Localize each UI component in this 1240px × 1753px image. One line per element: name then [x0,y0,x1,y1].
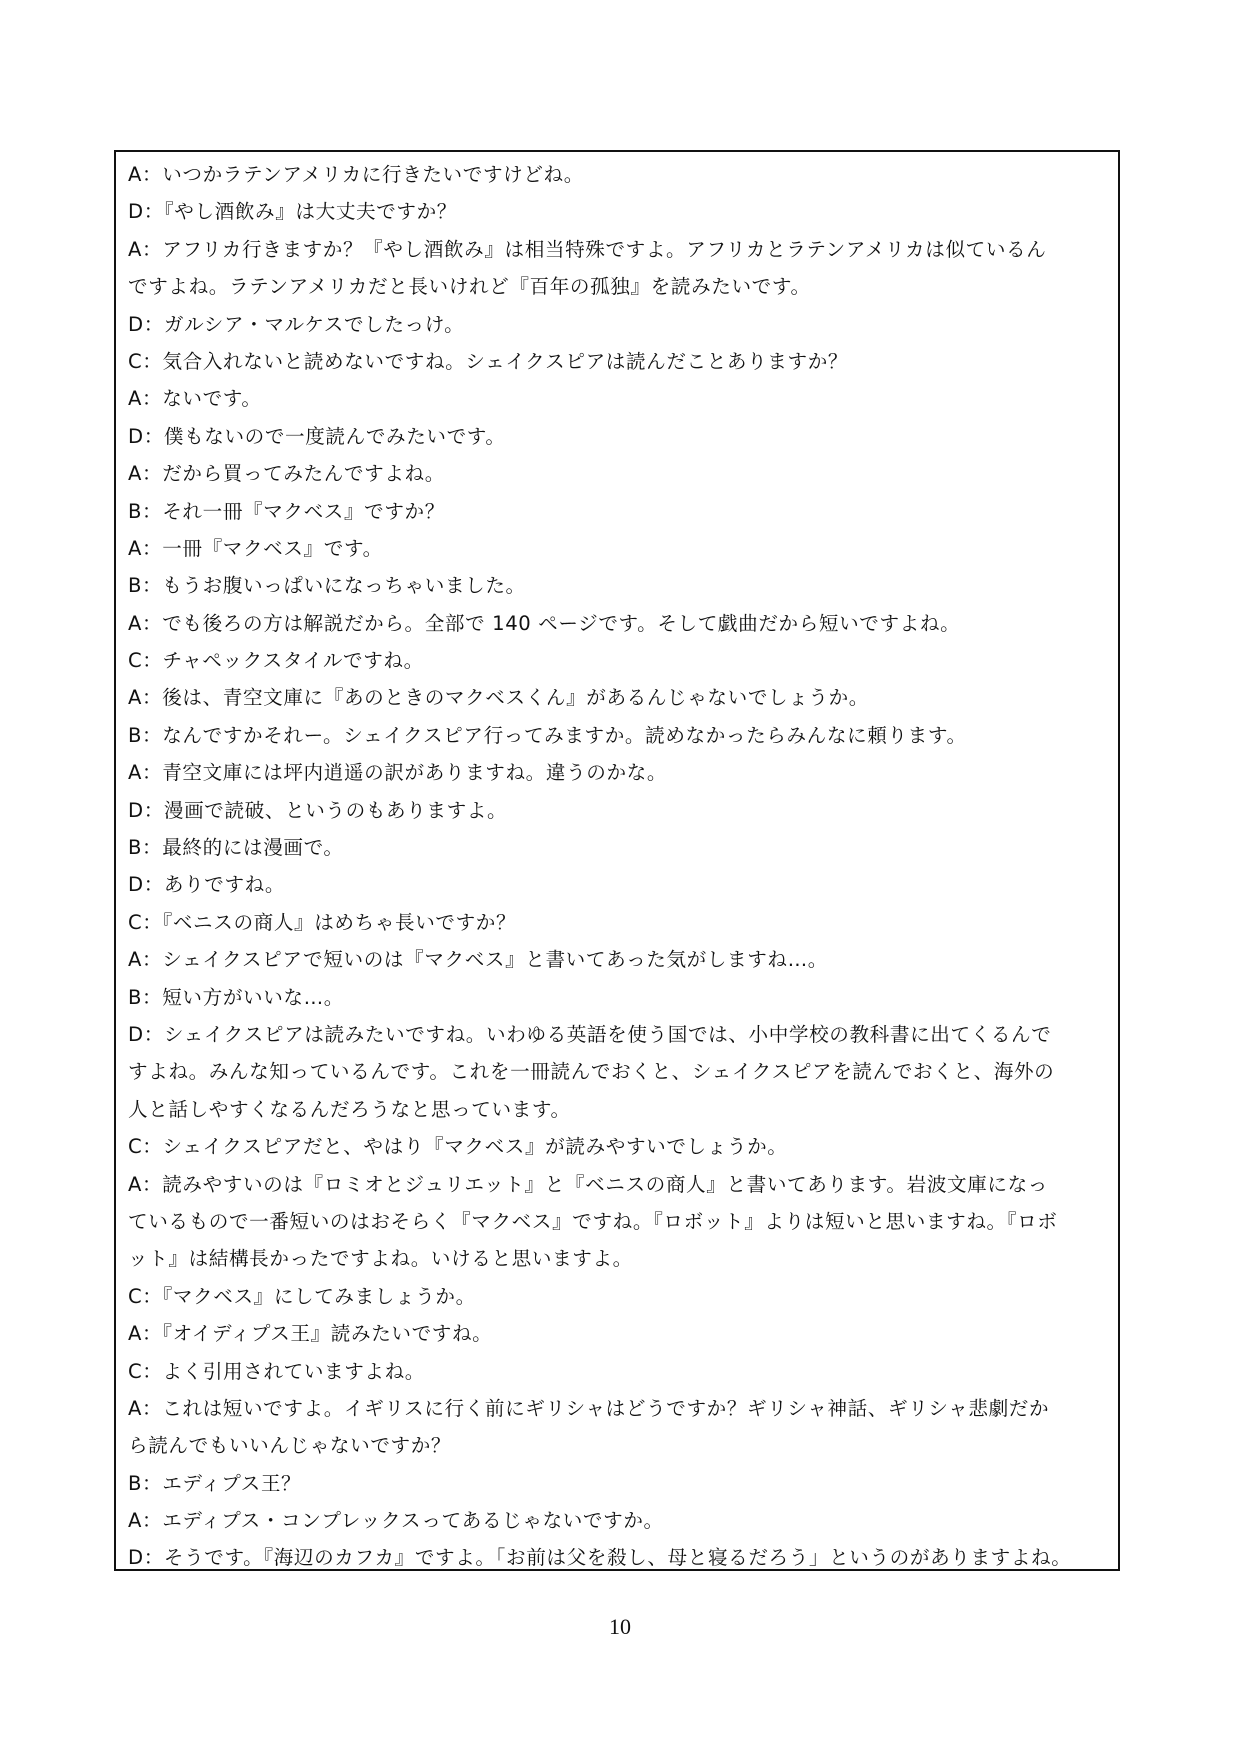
dialogue-line: D：ガルシア・マルケスでしたっけ。 [128,312,465,336]
dialogue-line: A：でも後ろの方は解説だから。全部で 140 ページです。そして戯曲だから短いですよね。 [128,611,961,635]
dialogue-line: A：一冊『マクベス』です。 [128,536,383,560]
dialogue-line: A：アフリカ行きますか？『やし酒飲み』は相当特殊ですよ。アフリカとラテンアメリカは似ているん [128,237,1047,261]
dialogue-line: ット』は結構長かったですよね。いけると思いますよ。 [128,1247,633,1271]
dialogue-line: B：もうお腹いっぱいになっちゃいました。 [128,574,526,598]
dialogue-line: D：ありですね。 [128,873,286,897]
dialogue-line: D：僕もないので一度読んでみたいです。 [128,424,506,448]
dialogue-line: A：これは短いですよ。イギリスに行く前にギリシャはどうですか？ギリシャ神話、ギリシャ悲劇だか [128,1396,1050,1420]
dialogue-line: C：チャペックスタイルですね。 [128,649,424,673]
dialogue-line: B：エディプス王？ [128,1471,302,1495]
dialogue-line: A：シェイクスピアで短いのは『マクベス』と書いてあった気がしますね…。 [128,948,829,972]
dialogue-line: B：それ一冊『マクベス』ですか？ [128,499,445,523]
dialogue-line: C：よく引用されていますよね。 [128,1359,425,1383]
dialogue-line: ているもので一番短いのはおそらく『マクベス』ですね。『ロボット』よりは短いと思いますね。『ロボ [128,1209,1058,1233]
dialogue-line: A：後は、青空文庫に『あのときのマクベスくん』があるんじゃないでしょうか。 [128,686,869,710]
dialogue-line: A：青空文庫には坪内逍遥の訳がありますね。違うのかな。 [128,761,668,785]
dialogue-line: ら読んでもいいんじゃないですか？ [128,1434,452,1458]
dialogue-line: D：『やし酒飲み』は大丈夫ですか？ [128,200,457,224]
dialogue-line: A：いつかラテンアメリカに行きたいですけどね。 [128,163,584,186]
dialogue-line: C：『ベニスの商人』はめちゃ長いですか？ [128,910,517,934]
dialogue-line: C：シェイクスピアだと、やはり『マクベス』が読みやすいでしょうか。 [128,1135,788,1159]
dialogue-line: A：読みやすいのは『ロミオとジュリエット』と『ベニスの商人』と書いてあります。岩波文庫になっ [128,1172,1048,1196]
dialogue-line: B：短い方がいいな…。 [128,985,344,1009]
dialogue-line: A：だから買ってみたんですよね。 [128,462,445,486]
dialogue-line: B：最終的には漫画で。 [128,836,344,860]
dialogue-line: 人と話しやすくなるんだろうなと思っています。 [128,1097,571,1121]
dialogue-line: D：そうです。『海辺のカフカ』ですよ。「お前は父を殺し、母と寝るだろう」というのがありますよね。 [128,1546,1072,1570]
dialogue-line: ですよね。ラテンアメリカだと長いけれど『百年の孤独』を読みたいです。 [128,275,811,299]
dialogue-line: C：気合入れないと読めないですね。シェイクスピアは読んだことありますか？ [128,349,849,373]
page-number: 10 [609,1614,631,1639]
dialogue-line: D：漫画で読破、というのもありますよ。 [128,798,508,822]
dialogue-box [114,150,1120,1571]
dialogue-line: A：ないです。 [128,387,262,411]
dialogue-line: B：なんですかそれー。シェイクスピア行ってみますか。読めなかったらみんなに頼ります。 [128,723,967,747]
dialogue-line: A：エディプス・コンプレックスってあるじゃないですか。 [128,1509,664,1533]
dialogue-line: すよね。みんな知っているんです。これを一冊読んでおくと、シェイクスピアを読んでおくと、海外の [128,1060,1055,1084]
dialogue-line: D：シェイクスピアは読みたいですね。いわゆる英語を使う国では、小中学校の教科書に出てくるんで [128,1022,1052,1046]
dialogue-line: A：『オイディプス王』読みたいですね。 [128,1322,493,1346]
dialogue-line: C：『マクベス』にしてみましょうか。 [128,1284,476,1308]
